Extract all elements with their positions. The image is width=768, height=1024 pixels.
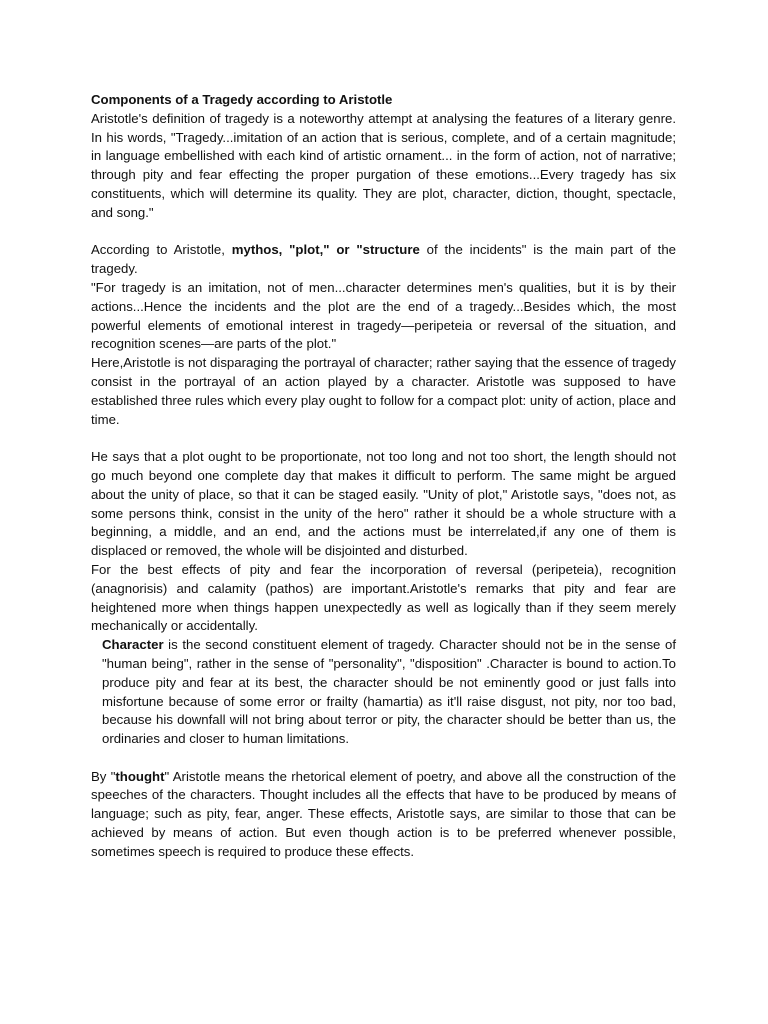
text-segment: According to Aristotle, (91, 242, 232, 258)
paragraph-gap (91, 223, 676, 242)
bold-term-thought: thought (115, 768, 165, 784)
paragraph-character (91, 636, 676, 749)
paragraph-proportion: He says that a plot ought to be proportionate, not too long and not too short, the length should not go much beyond one complete day that makes it difficult to perform. The same might be argued about the unity of place, so that it can be staged easily. "Unity of plot," Aristotle says, "does not, as some persons think, consist in the unity of the hero" rather it should be a whole structure with a beginning, a middle, and an end, and the actions must be interrelated,if any one of them is displaced or removed, the whole will be disjointed and disturbed. (91, 449, 676, 559)
document-page (91, 91, 676, 862)
bold-term-character: Character (102, 637, 164, 653)
bold-term-plot: mythos, "plot," or "structure (231, 242, 420, 258)
paragraph-three-unities: Here,Aristotle is not disparaging the portrayal of character; rather saying that the essence of tragedy consist in the portrayal of an action played by a character. Aristotle was supposed to have established three rules which every play ought to follow for a compact plot: unity of action, place and time. (91, 355, 676, 427)
text-segment: By " (91, 768, 116, 784)
document-title: Components of a Tragedy according to Aristotle (91, 92, 393, 107)
paragraph-thought (91, 768, 676, 862)
text-segment: of the incidents" is the main part of the tragedy. (91, 242, 676, 277)
paragraph-pity-fear: For the best effects of pity and fear the incorporation of reversal (peripeteia), recognition (anagnorisis) and calamity (pathos) are important.Aristotle's remarks that pity and fear are heightened more when things happen unexpectedly as well as logically than if they seem merely mechanically or accidentally. (91, 561, 676, 634)
paragraph-plot-quote: "For tragedy is an imitation, not of men...character determines men's qualities, but it is by their actions...Hence the incidents and the plot are the end of a tragedy...Besides which, the most powerful elements of emotional interest in tragedy—peripeteia or reversal of the situation, and recognition scenes—are parts of the plot." (91, 279, 676, 352)
text-segment: " Aristotle means the rhetorical element of poetry, and above all the construction of the speeches of the characters. Thought includes all the effects that have to be produced by means of language; such as pity, fear, anger. These effects, Aristotle says, are similar to those that can be achieved by means of action. But even though action is to be preferred whenever possible, sometimes speech is required to produce these effects. (91, 768, 676, 859)
paragraph-plot-intro (91, 241, 676, 279)
paragraph-gap (91, 749, 676, 768)
paragraph-definition: Aristotle's definition of tragedy is a noteworthy attempt at analysing the features of a literary genre. In his words, "Tragedy...imitation of an action that is serious, complete, and of a certain magnitude; in language embellished with each kind of artistic ornament... in the form of action, not of narrative; through pity and fear effecting the proper purgation of these emotions...Every tragedy has six constituents, which will determine its quality. They are plot, character, diction, thought, spectacle, and song." (91, 110, 676, 220)
text-segment: is the second constituent element of tragedy. Character should not be in the sense of "human being", rather in the sense of "personality", "disposition" .Character is bound to action.To produce pity and fear at its best, the character should be not eminently good or just falls into misfortune because of some error or frailty (hamartia) as it'll raise disgust, not pity, nor too bad, because his downfall will not bring about terror or pity, the character should be better than us, the ordinaries and closer to human limitations. (102, 637, 676, 747)
paragraph-gap (91, 429, 676, 448)
